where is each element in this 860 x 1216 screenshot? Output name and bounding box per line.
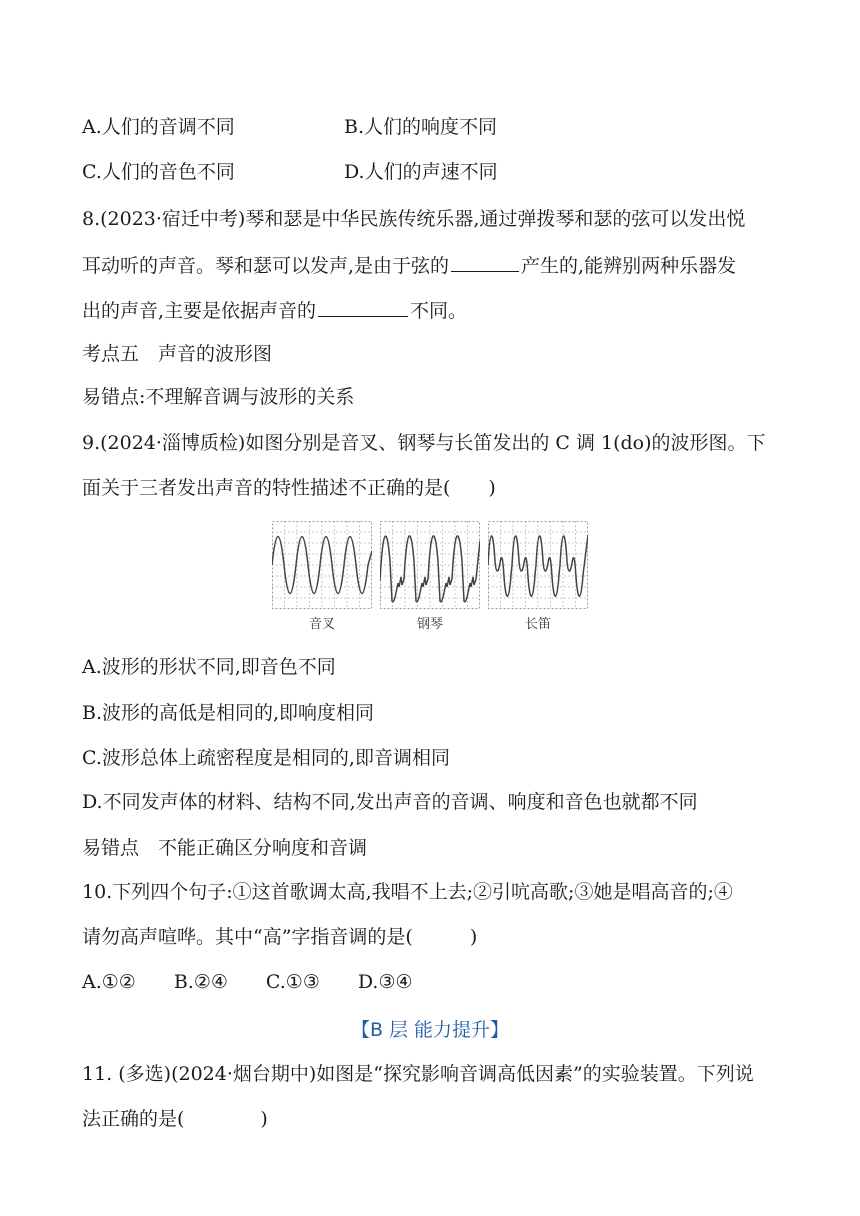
q9-option-d: D.不同发声体的材料、结构不同,发出声音的音调、响度和音色也就都不同 <box>82 791 698 813</box>
q8-blank-1[interactable] <box>451 253 519 272</box>
q11-stem-line1: 11. (多选)(2024·烟台期中)如图是“探究影响音调高低因素”的实验装置。下列说 <box>82 1063 754 1085</box>
q8-text-part2: 产生的,能辨别两种乐器发 <box>521 255 737 277</box>
q8-text-part4: 不同。 <box>410 300 468 322</box>
q10-stem-line1: 10.下列四个句子:①这首歌调太高,我唱不上去;②引吭高歌;③她是唱高音的;④ <box>82 881 733 903</box>
piano-waveform <box>380 521 480 609</box>
q7-option-b: B.人们的响度不同 <box>344 116 498 138</box>
q8-text-part3: 出的声音,主要是依据声音的 <box>82 300 317 322</box>
q8-stem-line2 <box>82 253 736 278</box>
q8-text-part1: 耳动听的声音。琴和瑟可以发声,是由于弦的 <box>82 255 450 277</box>
q7-option-c: C.人们的音色不同 <box>82 161 235 183</box>
tuning-fork-waveform <box>272 521 372 609</box>
topic5-trap: 易错点:不理解音调与波形的关系 <box>82 386 355 408</box>
caption-tuning-fork: 音叉 <box>308 617 335 632</box>
q10-stem-line2: 请勿高声喧哗。其中“高”字指音调的是( ) <box>82 926 478 948</box>
q9-stem-line1: 9.(2024·淄博质检)如图分别是音叉、钢琴与长笛发出的 C 调 1(do)的波形图。下 <box>82 432 766 454</box>
flute-waveform <box>488 521 588 609</box>
topic5-title: 考点五 声音的波形图 <box>82 343 273 365</box>
q10-options: A.①② B.②④ C.①③ D.③④ <box>82 971 413 993</box>
trap-note: 易错点 不能正确区分响度和音调 <box>82 837 368 859</box>
q7-option-d: D.人们的声速不同 <box>344 161 498 183</box>
q11-stem-line2: 法正确的是( ) <box>82 1108 268 1130</box>
q9-option-a: A.波形的形状不同,即音色不同 <box>82 656 336 678</box>
q9-option-b: B.波形的高低是相同的,即响度相同 <box>82 702 375 724</box>
q7-option-a: A.人们的音调不同 <box>82 116 235 138</box>
q8-stem-line1: 8.(2023·宿迁中考)琴和瑟是中华民族传统乐器,通过弹拨琴和瑟的弦可以发出悦 <box>82 208 746 230</box>
waveform-figure <box>272 521 588 633</box>
q9-option-c: C.波形总体上疏密程度是相同的,即音调相同 <box>82 747 450 769</box>
q9-stem-line2: 面关于三者发出声音的特性描述不正确的是( ) <box>82 477 496 499</box>
q8-blank-2[interactable] <box>318 298 408 317</box>
caption-flute: 长笛 <box>524 617 551 632</box>
section-b-title: 【B 层 能力提升】 <box>350 1019 510 1041</box>
q8-stem-line3 <box>82 298 467 323</box>
caption-piano: 钢琴 <box>416 617 443 632</box>
